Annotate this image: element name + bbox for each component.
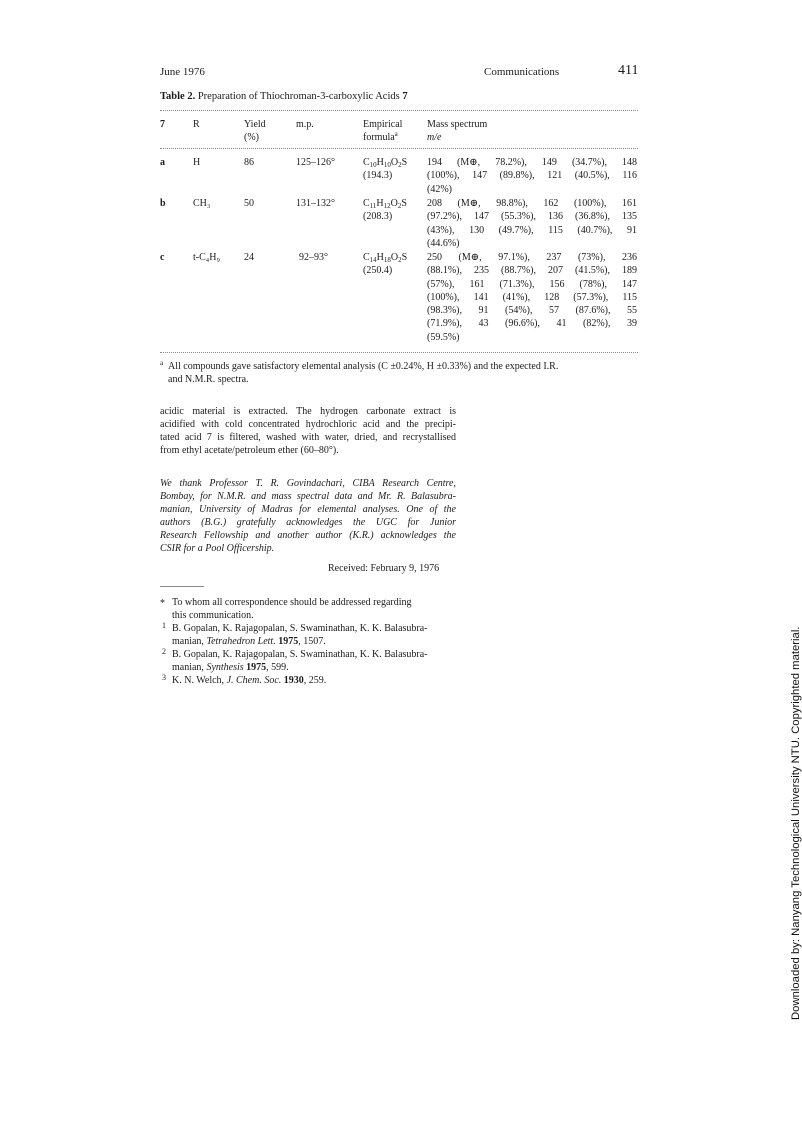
reference-item: B. Gopalan, K. Rajagopalan, S. Swaminathan, K. K. Balasubra- manian, Synthesis 1975, 599. bbox=[172, 649, 428, 673]
row-formula: $C_{14}H_{18}O_2S$ bbox=[363, 252, 408, 264]
row-yield: 24 bbox=[244, 252, 254, 263]
column-compound: 7 bbox=[160, 119, 165, 130]
header-section: Communications bbox=[484, 66, 560, 78]
row-yield: 86 bbox=[244, 157, 254, 168]
row-id: a bbox=[160, 157, 165, 168]
row-id: b bbox=[160, 198, 166, 209]
page-number: 411 bbox=[618, 63, 639, 78]
received-date: Received: February 9, 1976 bbox=[328, 563, 440, 574]
row-r: CH₃ bbox=[193, 198, 211, 209]
reference-item: To whom all correspondence should be addressed regarding this communication. bbox=[172, 597, 412, 621]
header-date: June 1976 bbox=[160, 66, 205, 78]
table-footnote: a All compounds gave satisfactory elemental analysis (C ±0.24%, H ±0.33%) and the expected I.R. and N.M.R. spectra. bbox=[160, 359, 559, 385]
reference-mark: 3 bbox=[162, 673, 166, 682]
row-mp: 125–126° bbox=[296, 157, 335, 168]
column-mass-spectrum: Mass spectrum bbox=[427, 119, 488, 130]
reference-mark: 1 bbox=[162, 621, 166, 630]
row-yield: 50 bbox=[244, 198, 254, 209]
download-watermark: Downloaded by: Nanyang Technological University NTU. Copyrighted material. bbox=[790, 626, 802, 1020]
reference-item: K. N. Welch, J. Chem. Soc. 1930, 259. bbox=[172, 675, 327, 686]
table-top-rule bbox=[160, 110, 638, 111]
body-paragraph: acidic material is extracted. The hydrogen carbonate extract is acidified with cold concentrated hydrochloric acid and the precipi- tated acid 7 is filtered, washed with water, dried, and recrystallised from ethyl acetate/petroleum ether (60–80°). bbox=[160, 406, 456, 456]
acknowledgement: We thank Professor T. R. Govindachari, CIBA Research Centre, Bombay, for N.M.R. and mass spectral data and Mr. R. Balasubra- manian, University of Madras for elemental analyses. One of the authors (B.G.) gratefully acknowledges the UGC for Junior Research Fellowship and another author (K.R.) acknowledges the CSIR for a Pool Officership. bbox=[160, 478, 456, 554]
table-caption-text: Preparation of Thiochroman-3-carboxylic Acids bbox=[197, 91, 400, 102]
row-mass-spectrum: 250 (M⊕, 97.1%), 237 (73%), 236 (88.1%), 235 (88.7%), 207 (41.5%), 189 (57%), 161 (71.3%), 156 (78%), 147 (100%), 141 (41%), 128 (57.3%), 115 (98.3%), 91 (54%), 57 (87.6%), 55 (71.9%), 43 (96.6%), 41 (82%), 39 (59.5%) bbox=[427, 252, 637, 343]
row-r: t-C₄H₉ bbox=[193, 252, 220, 263]
table-caption-compound: 7 bbox=[402, 91, 408, 102]
row-molecular-weight: (208.3) bbox=[363, 211, 393, 222]
table-caption-label: Table 2. bbox=[160, 91, 196, 102]
row-formula: $C_{11}H_{12}O_2S$ bbox=[363, 198, 407, 210]
column-mass-unit: m/e bbox=[427, 132, 442, 143]
column-mp: m.p. bbox=[296, 119, 314, 130]
column-formula: Empirical bbox=[363, 119, 403, 130]
row-mp: 131–132° bbox=[296, 198, 335, 209]
row-mp: 92–93° bbox=[299, 252, 328, 263]
row-molecular-weight: (194.3) bbox=[363, 170, 393, 181]
column-yield: Yield bbox=[244, 119, 266, 130]
row-mass-spectrum: 194 (M⊕, 78.2%), 149 (34.7%), 148 (100%), 147 (89.8%), 121 (40.5%), 116 (42%) bbox=[427, 157, 637, 195]
row-molecular-weight: (250.4) bbox=[363, 265, 393, 276]
reference-item: B. Gopalan, K. Rajagopalan, S. Swaminathan, K. K. Balasubra- manian, Tetrahedron Lett. 1975, 1507. bbox=[172, 623, 428, 647]
row-formula: $C_{10}H_{10}O_2S$ bbox=[363, 157, 408, 169]
column-formula-note: a bbox=[394, 130, 398, 138]
table-caption bbox=[160, 91, 408, 102]
references-rule bbox=[160, 586, 204, 587]
table-bottom-rule bbox=[160, 352, 638, 353]
row-id: c bbox=[160, 252, 165, 263]
row-mass-spectrum: 208 (M⊕, 98.8%), 162 (100%), 161 (97.2%), 147 (55.3%), 136 (36.8%), 135 (43%), 130 (49.7%), 115 (40.7%), 91 (44.6%) bbox=[427, 198, 637, 249]
row-r: H bbox=[193, 157, 201, 168]
column-formula-line2: formula$^a$ bbox=[363, 130, 398, 143]
reference-mark: * bbox=[160, 598, 165, 609]
column-r: R bbox=[193, 119, 200, 130]
table-header-rule bbox=[160, 148, 638, 149]
column-yield-unit: (%) bbox=[244, 132, 259, 143]
reference-mark: 2 bbox=[162, 647, 166, 656]
